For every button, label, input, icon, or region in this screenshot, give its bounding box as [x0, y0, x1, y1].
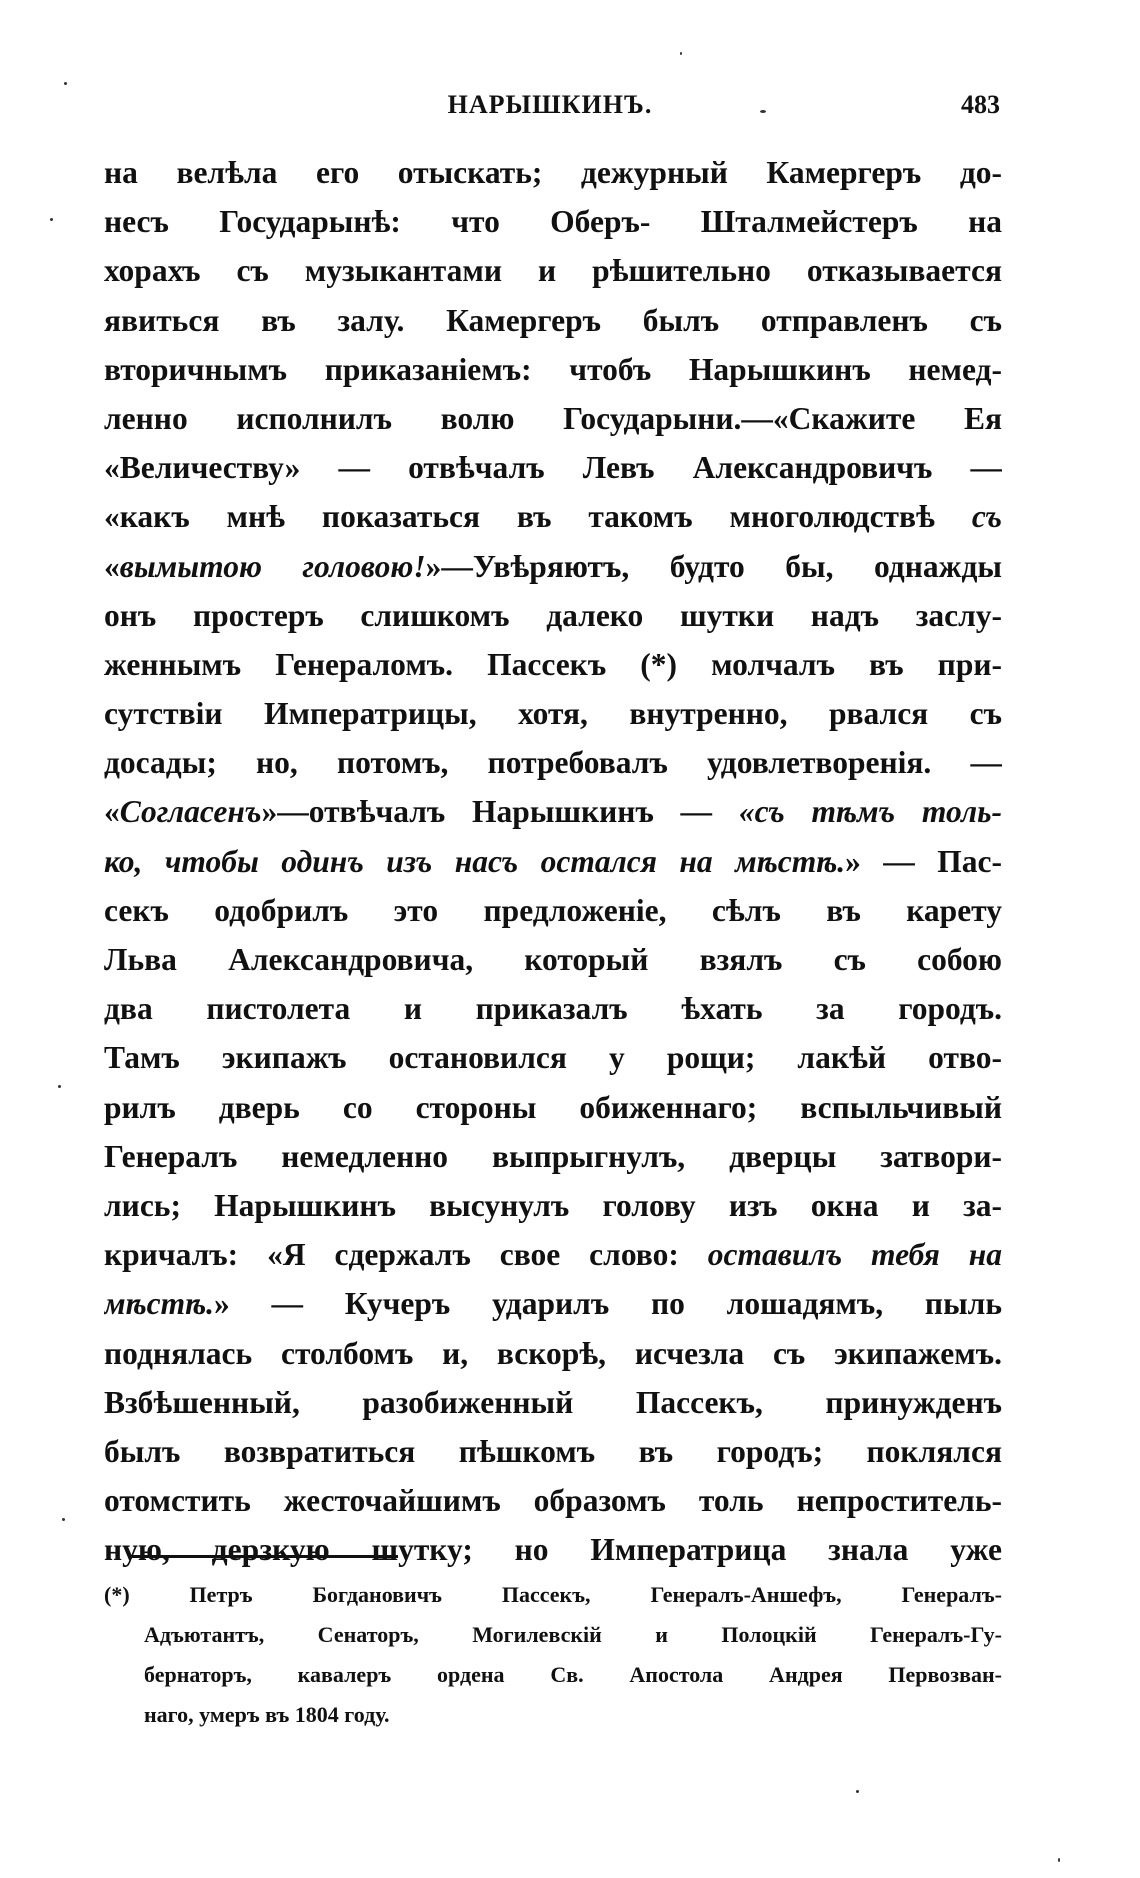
footnote-divider — [128, 1555, 398, 1558]
text-run: »—отвѣчалъ Нарышкинъ — — [261, 794, 739, 830]
footnote-line: Адъютантъ, Сенаторъ, Могилевскій и Полоцкій Генералъ-Гу- — [144, 1622, 1002, 1647]
text-line — [104, 837, 1002, 886]
text-run: « — [104, 548, 120, 584]
text-run: вторичнымъ приказаніемъ: чтобъ Нарышкинъ немед- — [104, 351, 1002, 387]
text-line — [104, 197, 1002, 246]
text-line — [104, 296, 1002, 345]
text-run: женнымъ Генераломъ. Пассекъ (*) молчалъ въ при- — [104, 646, 1002, 682]
text-line — [104, 1181, 1002, 1230]
text-run: два пистолета и приказалъ ѣхать за городъ. — [104, 991, 1002, 1027]
text-line — [104, 1427, 1002, 1476]
text-run: «какъ мнѣ показаться въ такомъ многолюдствѣ — [104, 499, 972, 535]
text-line — [104, 591, 1002, 640]
footnote-line: (*) Петръ Богдановичъ Пассекъ, Генералъ-Аншефъ, Генералъ- — [104, 1582, 1002, 1607]
scan-speck — [856, 1790, 859, 1793]
text-line — [104, 1083, 1002, 1132]
text-line — [104, 935, 1002, 984]
text-line — [104, 984, 1002, 1033]
text-run: Взбѣшенный, разобиженный Пассекъ, принужденъ — [104, 1384, 1002, 1420]
body-text — [104, 148, 1002, 1574]
text-line — [104, 394, 1002, 443]
text-line — [104, 640, 1002, 689]
text-run: Тамъ экипажъ остановился у рощи; лакѣй отво- — [104, 1040, 1002, 1076]
text-line — [104, 689, 1002, 738]
text-line — [104, 1378, 1002, 1427]
text-line — [104, 1033, 1002, 1082]
text-line — [104, 787, 1002, 836]
text-line — [104, 886, 1002, 935]
text-line — [104, 1279, 1002, 1328]
text-run: досады; но, потомъ, потребовалъ удовлетворенія. — — [104, 745, 1002, 781]
italic-text-run: вымытою головою! — [119, 548, 426, 584]
text-run: ленно исполнилъ волю Государыни.—«Скажите Ея — [104, 400, 1002, 436]
scan-speck — [50, 218, 53, 221]
text-line — [104, 1329, 1002, 1378]
text-line — [104, 345, 1002, 394]
text-run: ную, дерзкую шутку; но Императрица знала уже — [104, 1532, 1002, 1568]
text-line — [104, 1230, 1002, 1279]
text-line — [104, 443, 1002, 492]
running-head — [100, 90, 1000, 120]
scan-speck — [680, 52, 682, 55]
italic-text-run: Согласенъ — [119, 794, 262, 830]
footnote-line: наго, умеръ въ 1804 году. — [144, 1702, 390, 1727]
text-run: Генералъ немедленно выпрыгнулъ, дверцы затвори- — [104, 1138, 1002, 1174]
text-run: поднялась столбомъ и, вскорѣ, исчезла съ экипажемъ. — [104, 1335, 1002, 1371]
text-run: »—Увѣряютъ, будто бы, однажды — [425, 548, 1002, 584]
text-line — [104, 738, 1002, 787]
text-run: » — Пас- — [845, 843, 1002, 879]
text-run: онъ простеръ слишкомъ далеко шутки надъ заслу- — [104, 597, 1002, 633]
text-run: « — [104, 794, 120, 830]
italic-text-run: оставилъ тебя на — [707, 1237, 1002, 1273]
text-run: хорахъ съ музыкантами и рѣшительно отказывается — [104, 253, 1002, 289]
text-run: » — Кучеръ ударилъ по лошадямъ, пыль — [213, 1286, 1002, 1322]
scan-speck — [64, 82, 67, 85]
text-line — [104, 1476, 1002, 1525]
text-run: явиться въ залу. Камергеръ былъ отправленъ съ — [104, 302, 1002, 338]
italic-text-run: «съ тѣмъ толь- — [738, 794, 1002, 830]
italic-text-run: мѣстѣ. — [104, 1286, 214, 1322]
footnote — [104, 1575, 1002, 1735]
text-line — [104, 148, 1002, 197]
text-line — [104, 492, 1002, 541]
text-line — [104, 1525, 1002, 1574]
scan-speck — [62, 1518, 65, 1521]
text-run: Льва Александровича, который взялъ съ собою — [104, 942, 1002, 977]
footnote-line: бернаторъ, кавалеръ ордена Св. Апостола Андрея Первозван- — [144, 1662, 1002, 1687]
scan-speck — [1058, 1858, 1060, 1862]
text-line — [104, 246, 1002, 295]
running-title: НАРЫШКИНЪ. — [447, 90, 653, 119]
text-line — [104, 1132, 1002, 1181]
text-run: рилъ дверь со стороны обиженнаго; вспыльчивый — [104, 1089, 1002, 1125]
page-number: 483 — [961, 90, 1000, 119]
text-line — [104, 542, 1002, 591]
italic-text-run: съ — [971, 499, 1002, 535]
scan-speck — [760, 110, 766, 113]
text-run: секъ одобрилъ это предложеніе, сѣлъ въ карету — [104, 892, 1002, 928]
text-run: «Величеству» — отвѣчалъ Левъ Александровичъ — — [104, 450, 1002, 486]
italic-text-run: ко, чтобы одинъ изъ насъ остался на мѣстѣ. — [104, 843, 846, 879]
scan-speck — [58, 1085, 61, 1088]
text-run: кричалъ: «Я сдержалъ свое слово: — [104, 1237, 708, 1273]
text-run: сутствіи Императрицы, хотя, внутренно, рвался съ — [104, 696, 1002, 732]
text-run: несъ Государынѣ: что Оберъ- Шталмейстеръ на — [104, 204, 1002, 240]
text-run: отомстить жесточайшимъ образомъ толь непроститель- — [104, 1483, 1002, 1519]
text-run: на велѣла его отыскать; дежурный Камергеръ до- — [104, 155, 1002, 190]
text-run: былъ возвратиться пѣшкомъ въ городъ; поклялся — [104, 1433, 1002, 1469]
text-run: лись; Нарышкинъ высунулъ голову изъ окна и за- — [104, 1187, 1002, 1223]
